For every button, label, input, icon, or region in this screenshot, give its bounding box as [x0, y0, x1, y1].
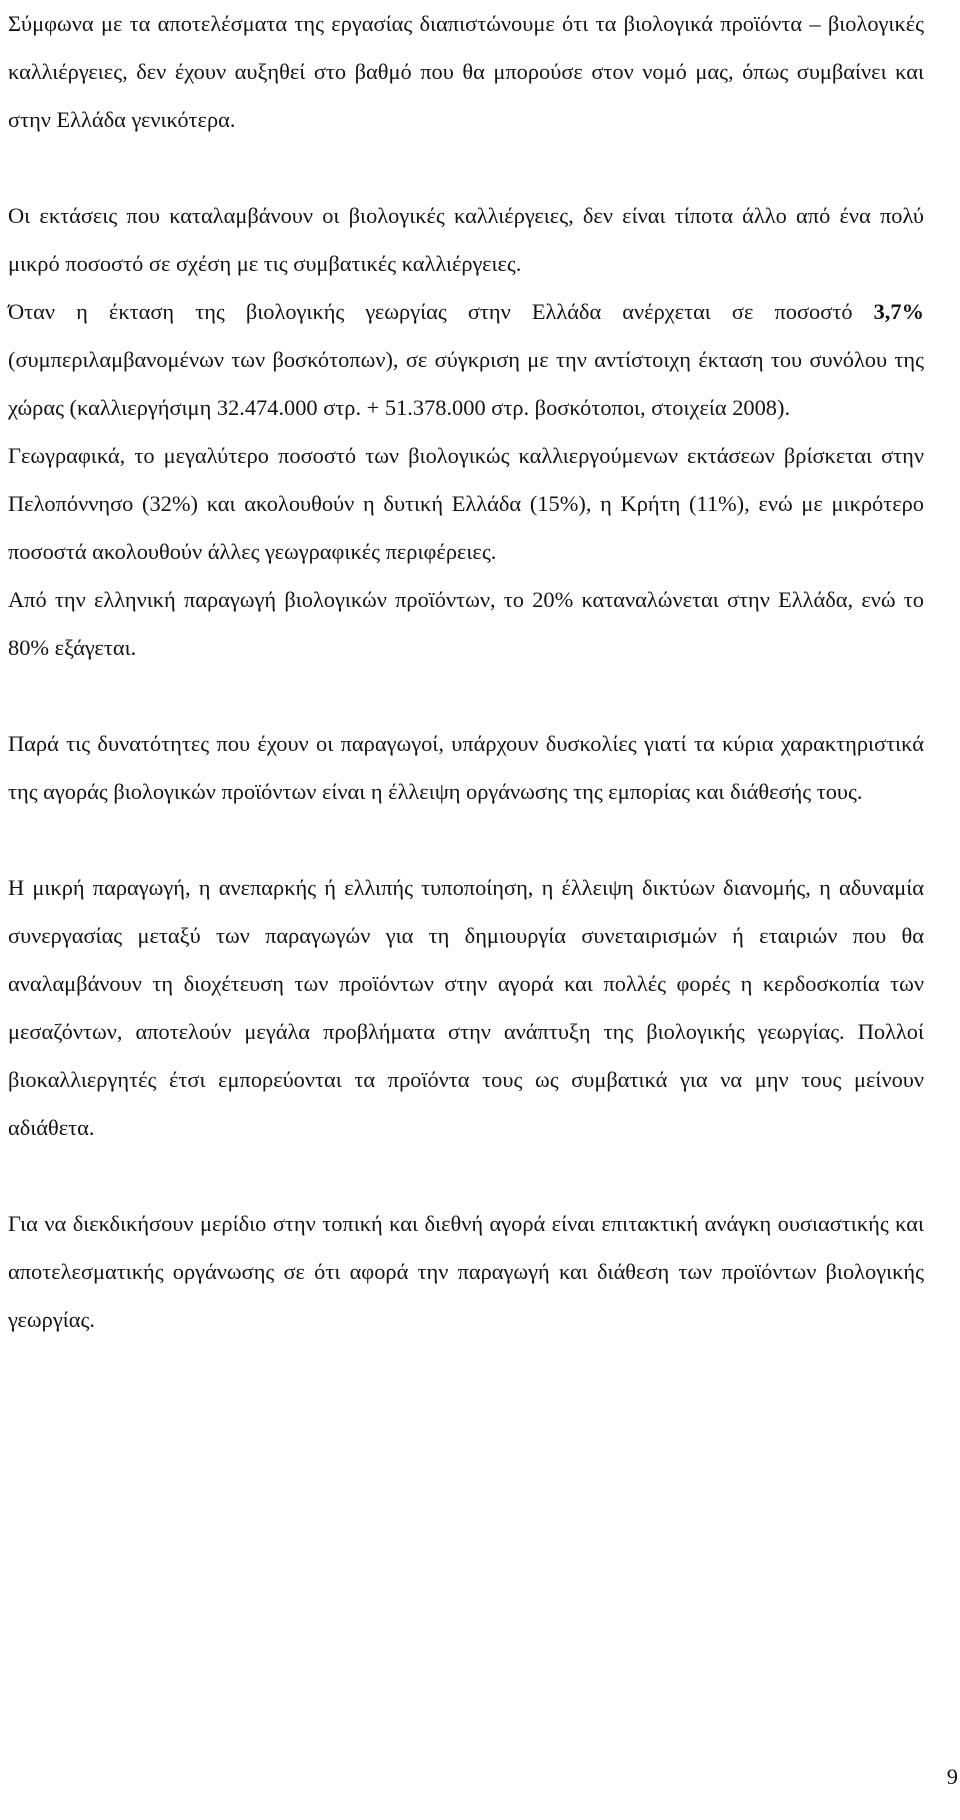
- percentage-value: 3,7%: [873, 299, 924, 324]
- page-number: 9: [946, 1764, 958, 1789]
- paragraph-results: Σύμφωνα με τα αποτελέσματα της εργασίας διαπιστώνουμε ότι τα βιολογικά προϊόντα – βιολογικές καλλιέργειες, δεν έχουν αυξηθεί στο βαθμό που θα μπορούσε στον νομό μας, όπως συμβαίνει και στην Ελλάδα γενικότερα.: [8, 11, 924, 132]
- paragraph-conclusion: Για να διεκδικήσουν μερίδιο στην τοπική και διεθνή αγορά είναι επιτακτική ανάγκη ουσιαστικής και αποτελεσματικής οργάνωσης σε ότι αφορά την παραγωγή και διάθεση των προϊόντων βιολογικής γεωργίας.: [8, 1211, 924, 1332]
- document-page: [8, 0, 924, 1344]
- paragraph-geography: Γεωγραφικά, το μεγαλύτερο ποσοστό των βιολογικώς καλλιεργούμενων εκτάσεων βρίσκεται στην Πελοπόννησο (32%) και ακολουθούν η δυτική Ελλάδα (15%), η Κρήτη (11%), ενώ με μικρότερο ποσοστά ακολουθούν άλλες γεωγραφικές περιφέρειες.: [8, 443, 924, 564]
- percentage-text-before: Όταν η έκταση της βιολογικής γεωργίας στην Ελλάδα ανέρχεται σε ποσοστό: [8, 299, 874, 324]
- paragraph-problems: Η μικρή παραγωγή, η ανεπαρκής ή ελλιπής τυποποίηση, η έλλειψη δικτύων διανομής, η αδυναμία συνεργασίας μεταξύ των παραγωγών για τη δημιουργία συνεταιρισμών ή εταιριών που θα αναλαμβάνουν τη διοχέτευση των προϊόντων στην αγορά και πολλές φορές η κερδοσκοπία των μεσαζόντων, αποτελούν μεγάλα προβλήματα στην ανάπτυξη της βιολογικής γεωργίας. Πολλοί βιοκαλλιεργητές έτσι εμπορεύονται τα προϊόντα τους ως συμβατικά για να μην τους μείνουν αδιάθετα.: [8, 875, 924, 1140]
- paragraph-consumption: Από την ελληνική παραγωγή βιολογικών προϊόντων, το 20% καταναλώνεται στην Ελλάδα, ενώ το 80% εξάγεται.: [8, 587, 924, 660]
- percentage-text-after: (συμπεριλαμβανομένων των βοσκότοπων), σε σύγκριση με την αντίστοιχη έκταση του συνόλου της χώρας (καλλιεργήσιμη 32.474.000 στρ. + 51.378.000 στρ. βοσκότοποι, στοιχεία 2008).: [8, 347, 924, 420]
- paragraph-area-percentage: [8, 288, 924, 432]
- paragraph-organic-area: Οι εκτάσεις που καταλαμβάνουν οι βιολογικές καλλιέργειες, δεν είναι τίποτα άλλο από ένα πολύ μικρό ποσοστό σε σχέση με τις συμβατικές καλλιέργειες.: [8, 203, 924, 276]
- paragraph-difficulties: Παρά τις δυνατότητες που έχουν οι παραγωγοί, υπάρχουν δυσκολίες γιατί τα κύρια χαρακτηριστικά της αγοράς βιολογικών προϊόντων είναι η έλλειψη οργάνωσης της εμπορίας και διάθεσής τους.: [8, 731, 924, 804]
